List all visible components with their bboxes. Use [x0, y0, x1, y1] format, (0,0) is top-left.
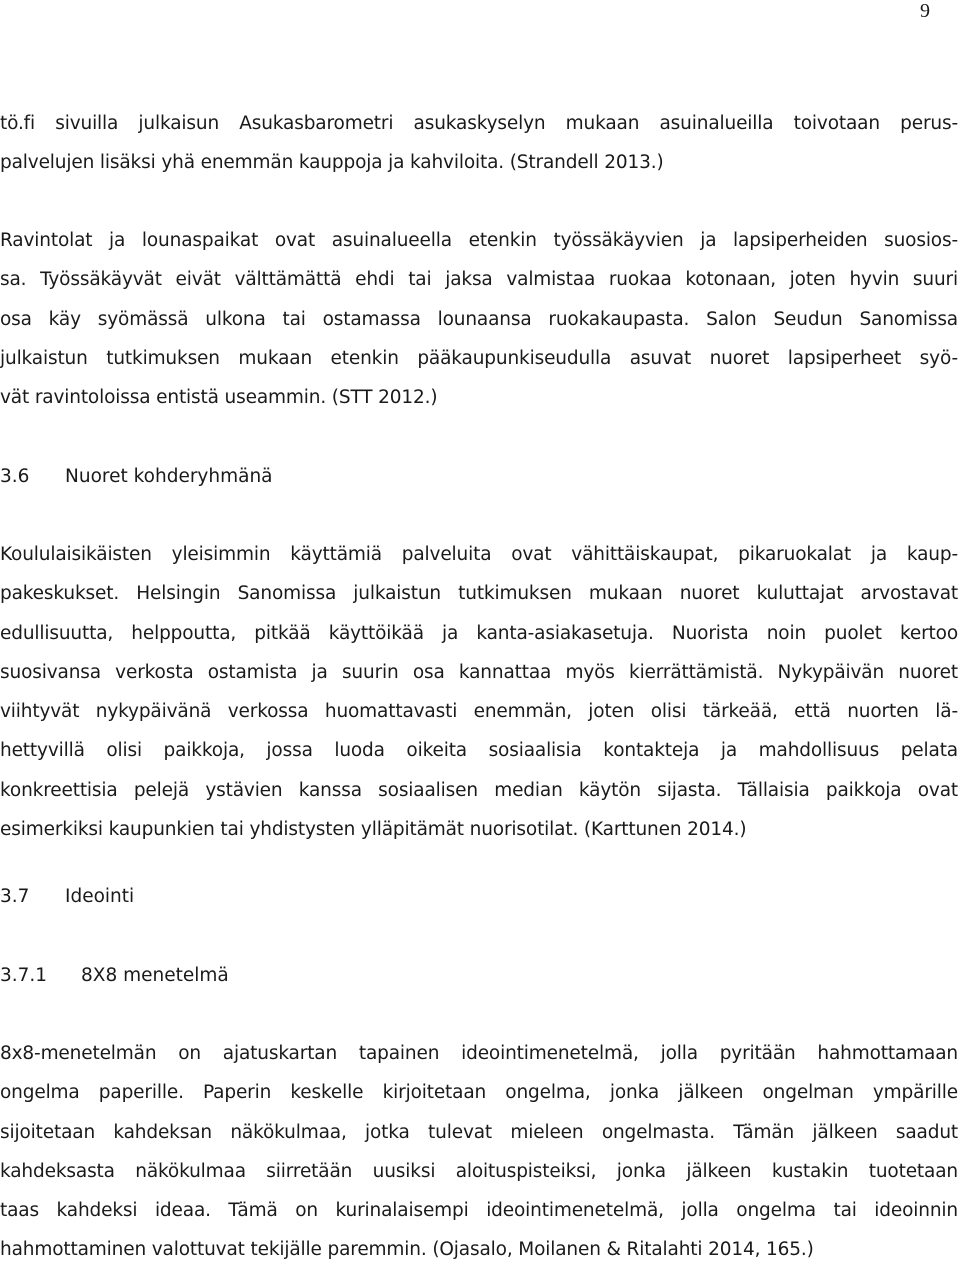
paragraph-line: tö.fi sivuilla julkaisun Asukasbarometri asukaskyselyn mukaan asuinalueilla toivotaan perus- — [0, 113, 958, 134]
paragraph-line: konkreettisia pelejä ystävien kanssa sosiaalisen median käytön sijasta. Tällaisia paikkoja ovat — [0, 779, 958, 801]
paragraph-4 — [0, 1034, 958, 1270]
paragraph-3 — [0, 535, 958, 849]
paragraph-1 — [0, 104, 958, 183]
paragraph-line: esimerkiksi kaupunkien tai yhdistysten ylläpitämät nuorisotilat. (Karttunen 2014.) — [0, 819, 747, 841]
paragraph-line: sijoitetaan kahdeksan näkökulmaa, jotka tulevat mieleen ongelmasta. Tämän jälkeen saadut — [0, 1121, 958, 1143]
heading-number: 3.7.1 — [0, 965, 48, 986]
paragraph-line: sa. Työssäkäyvät eivät välttämättä ehdi tai jaksa valmistaa ruokaa kotonaan, joten hyvin suuri — [0, 269, 958, 291]
paragraph-line: ongelma paperille. Paperin keskelle kirjoitetaan ongelma, jonka jälkeen ongelman ympärille — [0, 1082, 958, 1104]
paragraph-line: palvelujen lisäksi yhä enemmän kauppoja ja kahviloita. (Strandell 2013.) — [0, 152, 664, 174]
paragraph-line: viihtyvät nykypäivänä verkossa huomattavasti enemmän, joten olisi tärkeää, että nuorten lä- — [0, 701, 958, 723]
paragraph-line: pakeskukset. Helsingin Sanomissa julkaistun tutkimuksen mukaan nuoret kuluttajat arvostavat — [0, 583, 958, 605]
paragraph-line: hettyvillä olisi paikkoja, jossa luoda oikeita sosiaalisia kontakteja ja mahdollisuus pelata — [0, 740, 958, 762]
paragraph-line: taas kahdeksi ideaa. Tämä on kurinalaisempi ideointimenetelmä, jolla ongelma tai ideoinnin — [0, 1200, 958, 1222]
paragraph-line: 8x8-menetelmän on ajatuskartan tapainen ideointimenetelmä, jolla pyritään hahmottamaan — [0, 1043, 958, 1064]
heading-number: 3.6 — [0, 466, 30, 487]
paragraph-line: hahmottaminen valottuvat tekijälle paremmin. (Ojasalo, Moilanen & Ritalahti 2014, 165.) — [0, 1239, 814, 1261]
paragraph-line: julkaistun tutkimuksen mukaan etenkin pääkaupunkiseudulla asuvat nuoret lapsiperheet syö- — [0, 347, 958, 369]
heading-number: 3.7 — [0, 886, 30, 907]
heading-title: Nuoret kohderyhmänä — [65, 466, 273, 487]
heading-title: Ideointi — [65, 886, 135, 907]
page-number: 9 — [920, 0, 930, 22]
paragraph-line: suosivansa verkosta ostamista ja suurin osa kannattaa myös kierrättämistä. Nykypäivän nuoret — [0, 661, 958, 683]
section-heading-3-6 — [0, 465, 273, 489]
paragraph-line: osa käy syömässä ulkona tai ostamassa lounaansa ruokakaupasta. Salon Seudun Sanomissa — [0, 308, 958, 330]
paragraph-line: vät ravintoloissa entistä useammin. (STT 2012.) — [0, 387, 438, 409]
section-heading-3-7-1 — [0, 964, 229, 988]
paragraph-2 — [0, 221, 958, 417]
paragraph-line: Ravintolat ja lounaspaikat ovat asuinalueella etenkin työssäkäyvien ja lapsiperheiden suosios- — [0, 230, 958, 251]
paragraph-line: edullisuutta, helppoutta, pitkää käyttöikää ja kanta-asiakasetuja. Nuorista noin puolet kertoo — [0, 622, 958, 644]
paragraph-line: Koululaisikäisten yleisimmin käyttämiä palveluita ovat vähittäiskaupat, pikaruokalat ja kaup- — [0, 544, 958, 565]
paragraph-line: kahdeksasta näkökulmaa siirretään uusiksi aloituspisteiksi, jonka jälkeen kustakin tuotetaan — [0, 1160, 958, 1182]
heading-title: 8X8 menetelmä — [81, 965, 229, 986]
section-heading-3-7 — [0, 885, 134, 909]
